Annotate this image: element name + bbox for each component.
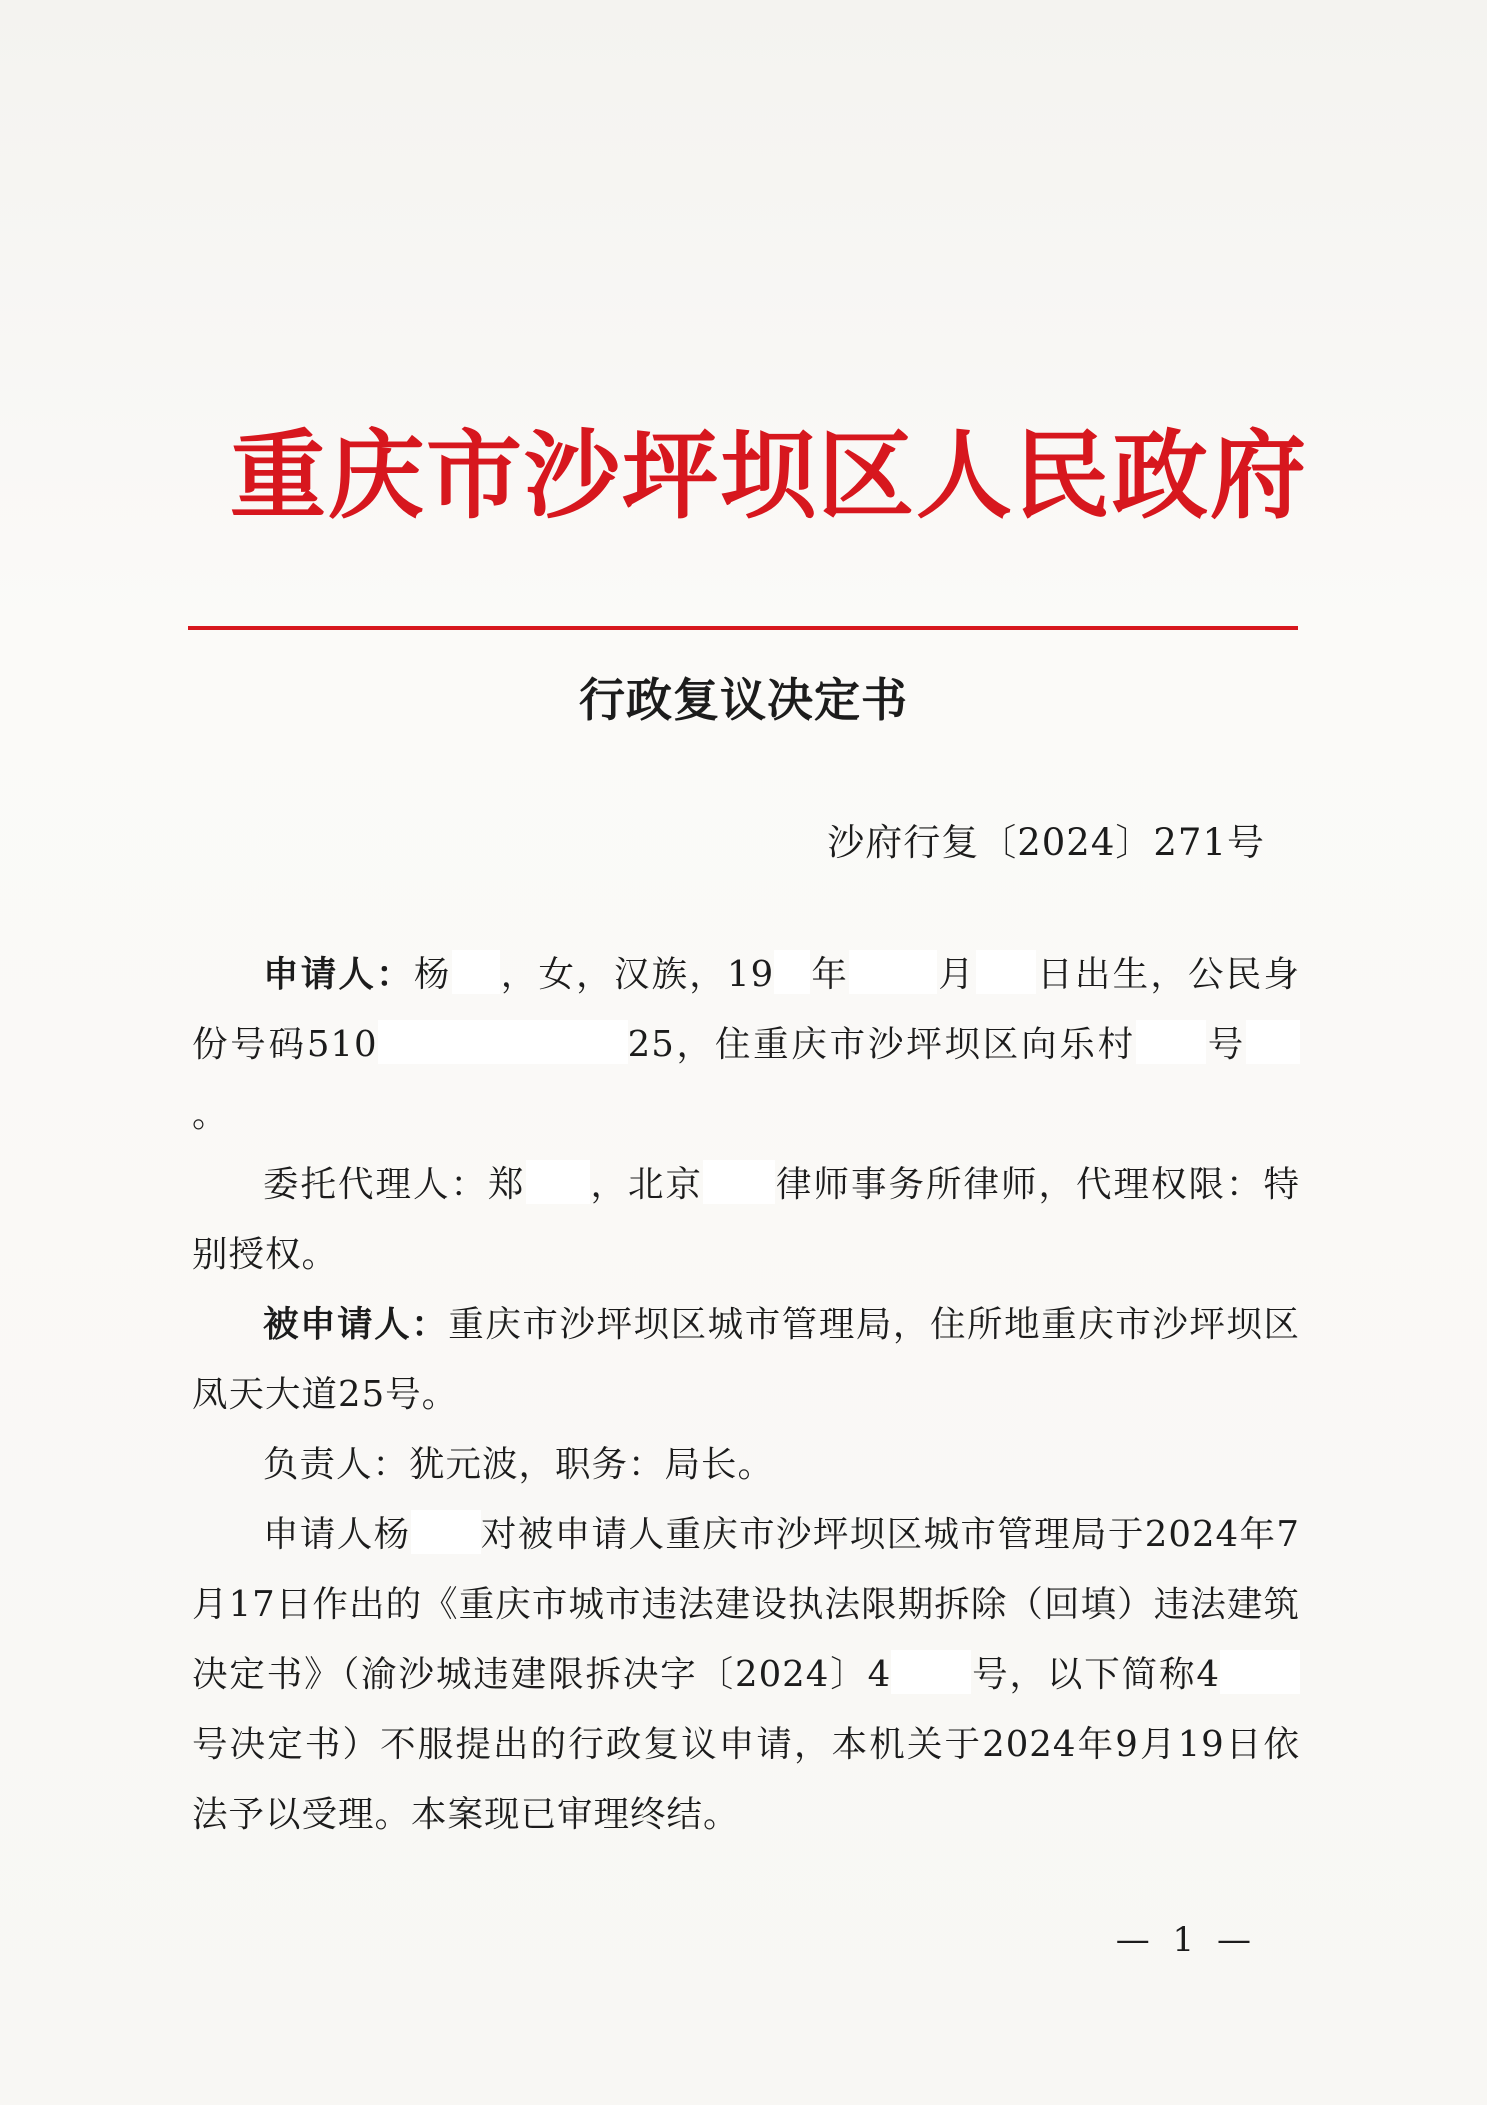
applicant-label: 申请人： [263, 954, 414, 995]
applicant-desc: ，女，汉族，19 [499, 954, 775, 995]
applicant-id-suffix: 25，住重庆市沙坪坝区向乐村 [627, 1024, 1136, 1065]
redaction-block [849, 950, 937, 994]
agent-label: 委托代理人： [263, 1164, 488, 1205]
applicant-day-suffix: 日出生，公民身份号码510 [192, 954, 1300, 1065]
respondent-label: 被申请人： [263, 1304, 449, 1345]
page-number: — 1 — [1115, 1920, 1257, 1960]
applicant-addr-suffix: 号 [1205, 1024, 1246, 1065]
redaction-block [526, 1160, 590, 1204]
head-person-text: 负责人：犹元波，职务：局长。 [263, 1444, 775, 1485]
respondent-text: 重庆市沙坪坝区城市管理局，住所地重庆市沙坪坝区凤天大道25号。 [192, 1304, 1300, 1415]
redaction-block [703, 1160, 775, 1204]
redaction-block [976, 950, 1036, 994]
document-number: 沙府行复〔2024〕271号 [827, 821, 1265, 864]
redaction-block [1246, 1020, 1300, 1064]
head-person-paragraph [192, 1430, 1300, 1500]
redaction-block [411, 1510, 481, 1554]
redaction-block [452, 950, 500, 994]
applicant-name-prefix: 杨 [413, 954, 452, 995]
case-paragraph [192, 1500, 1300, 1850]
agent-name-suffix: ，北京 [589, 1164, 703, 1205]
applicant-year-suffix: 年 [810, 954, 850, 995]
redaction-block [378, 1020, 628, 1064]
agent-paragraph [192, 1150, 1300, 1290]
case-part4: 号决定书）不服提出的行政复议申请，本机关于2024年9月19日依法予以受理。本案现已审理终结。 [192, 1724, 1300, 1835]
document-title: 行政复议决定书 [579, 673, 908, 727]
agent-name-prefix: 郑 [488, 1164, 526, 1205]
case-part1: 申请人杨 [263, 1514, 411, 1555]
applicant-end: 。 [192, 1094, 229, 1135]
redaction-block [774, 950, 810, 994]
redaction-block [1136, 1020, 1206, 1064]
respondent-paragraph [192, 1290, 1300, 1430]
document-body [192, 940, 1300, 1850]
case-part2: 对被申请人重庆市沙坪坝区城市管理局于2024年7月17日作出的《重庆市城市违法建设执法限期拆除（回填）违法建筑决定书》（渝沙城违建限拆决字〔2024〕4 [192, 1514, 1300, 1695]
redaction-block [1220, 1650, 1300, 1694]
red-divider [188, 626, 1298, 630]
case-part3: 号，以下简称4 [971, 1654, 1220, 1695]
agent-firm-suffix: 律师事务所律师，代理权限：特别授权。 [192, 1164, 1300, 1275]
applicant-month-suffix: 月 [937, 954, 977, 995]
applicant-paragraph [192, 940, 1300, 1150]
redaction-block [891, 1650, 971, 1694]
issuer-heading: 重庆市沙坪坝区人民政府 [230, 419, 1308, 532]
